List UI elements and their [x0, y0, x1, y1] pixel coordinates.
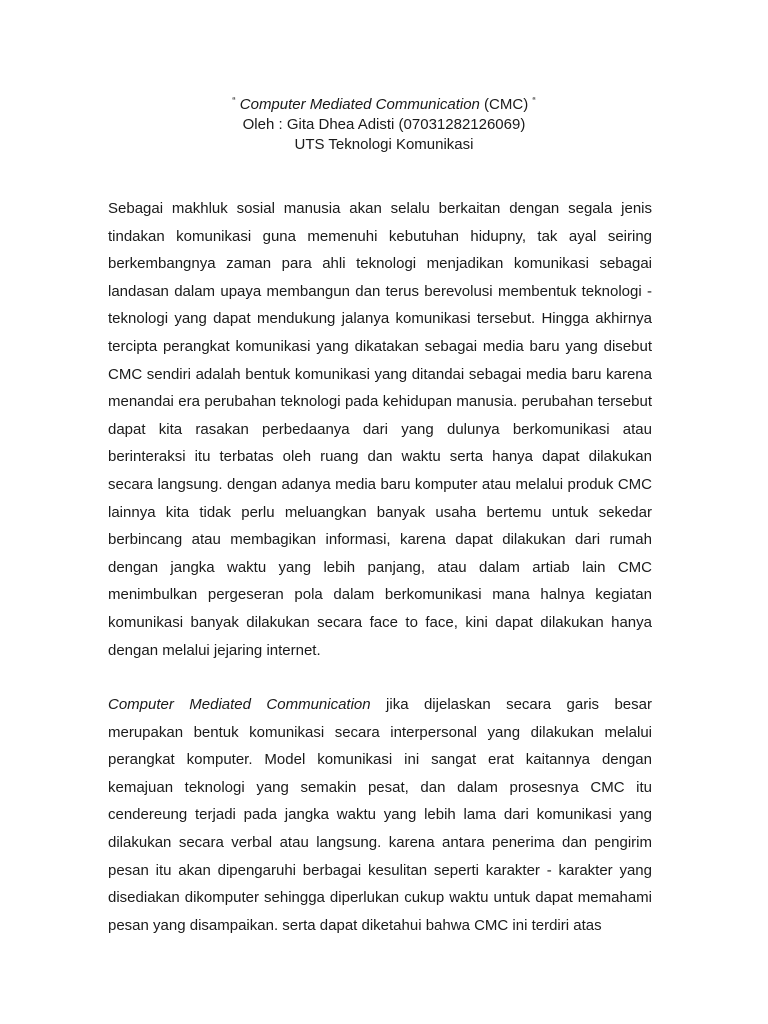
title-open-quote: “ — [232, 96, 236, 107]
paragraph-2-text: jika dijelaskan secara garis besar merupakan bentuk komunikasi secara interpersonal yang dilakukan melalui perangkat komputer. Model komunikasi ini sangat erat kaitannya dengan kemajuan teknologi yang semakin pesat, dan dalam prosesnya CMC itu cendereung terjadi pada jangka waktu yang lebih lama dari komunikasi yang dilakukan secara verbal atau langsung. karena antara penerima dan pengirim pesan itu akan dipengaruhi berbagai kesulitan seperti karakter - karakter yang disediakan dikomputer sehingga diperlukan cukup waktu untuk dapat memahami pesan yang disampaikan. serta dapat diketahui bahwa CMC ini terdiri atas — [108, 696, 652, 934]
document-title — [0, 92, 768, 115]
document-header — [0, 92, 768, 155]
paragraph-1: Sebagai makhluk sosial manusia akan selalu berkaitan dengan segala jenis tindakan komunikasi guna memenuhi kebutuhan hidupny, tak ayal seiring berkembangnya zaman para ahli teknologi menjadikan komunikasi sebagai landasan dalam upaya membangun dan terus berevolusi membentuk teknologi - teknologi yang dapat mendukung jalanya komunikasi tersebut. Hingga akhirnya tercipta perangkat komunikasi yang dikatakan sebagai media baru yang disebut CMC sendiri adalah bentuk komunikasi yang ditandai sebagai media baru karena menandai era perubahan teknologi pada kehidupan manusia. perubahan tersebut dapat kita rasakan perbedaanya dari yang dulunya berkomunikasi atau berinteraksi itu terbatas oleh ruang dan waktu serta hanya dapat dilakukan secara langsung. dengan adanya media baru komputer atau melalui produk CMC lainnya kita tidak perlu meluangkan banyak usaha bertemu untuk sekedar berbincang atau membagikan informasi, karena dapat dilakukan dari rumah dengan jangka waktu yang lebih panjang, atau dalam artiab lain CMC menimbulkan pergeseran pola dalam berkomunikasi mana halnya kegiatan komunikasi banyak dilakukan secara face to face, kini dapat dilakukan hanya dengan melalui jejaring internet. — [108, 200, 652, 659]
author-line: Oleh : Gita Dhea Adisti (07031282126069) — [242, 116, 526, 133]
paragraph-2 — [108, 691, 652, 939]
title-close-quote: “ — [532, 96, 536, 107]
title-suffix: (CMC) — [479, 96, 529, 113]
course-line: UTS Teknologi Komunikasi — [294, 136, 474, 153]
paragraph-2-italic-term: Computer Mediated Communication — [108, 696, 371, 714]
title-italic-text: Computer Mediated Communication — [239, 96, 480, 113]
document-body — [108, 195, 652, 939]
